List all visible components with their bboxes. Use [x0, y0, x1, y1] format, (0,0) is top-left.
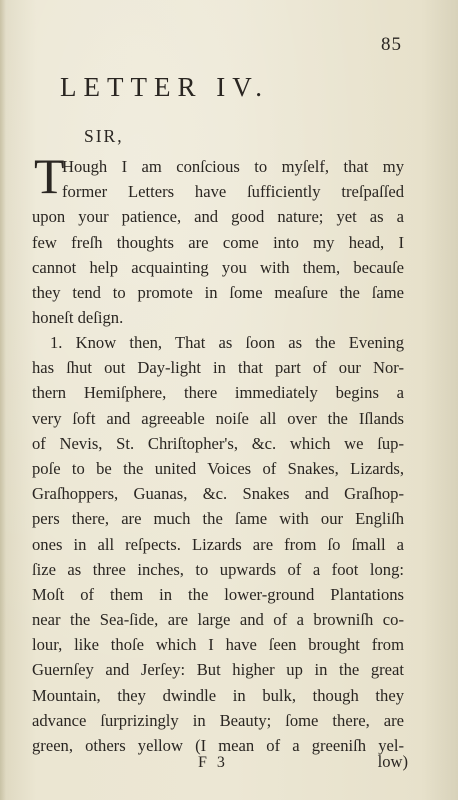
- text-line: poſe to be the united Voices of Snakes, Lizards,: [32, 458, 404, 478]
- text-line: upon your patience, and good nature; yet as a: [32, 207, 404, 227]
- text-line: of Nevis, St. Chriſtopher's, &c. which we ſup-: [32, 433, 404, 453]
- text-line: 1. Know then, That as ſoon as the Evening: [50, 333, 404, 352]
- text-line: green, others yellow (I mean of a greeniſh yel-: [32, 736, 404, 755]
- text-line: they tend to promote in ſome meaſure the ſame: [32, 282, 404, 302]
- page-gutter-shadow: [0, 0, 6, 800]
- salutation: SIR,: [84, 126, 124, 146]
- paragraph-numbered-1: [32, 330, 404, 758]
- text-line: lour, like thoſe which I have ſeen brought from: [32, 635, 404, 655]
- text-line: honeſt deſign.: [32, 308, 124, 328]
- letter-heading: LETTER IV.: [60, 72, 269, 102]
- text-line: ones in all reſpects. Lizards are from ſo ſmall a: [32, 534, 404, 554]
- text-line: ſize as three inches, to upwards of a foot long:: [32, 559, 404, 579]
- text-line: Mountain, they dwindle in bulk, though they: [32, 685, 404, 705]
- drop-cap-initial: T: [34, 148, 65, 204]
- page-number: 85: [381, 34, 402, 55]
- signature-mark: F 3: [198, 754, 228, 771]
- text-line: near the Sea-ſide, are large and of a browniſh co-: [32, 610, 404, 630]
- text-line: few freſh thoughts are come into my head, I: [32, 232, 404, 252]
- text-line: Guernſey and Jerſey: But higher up in the great: [32, 660, 404, 680]
- text-line: Graſhoppers, Guanas, &c. Snakes and Graſhop-: [32, 484, 404, 504]
- text-line: Moſt of them in the lower-ground Plantations: [32, 584, 404, 604]
- text-line: thern Hemiſphere, there immediately begins a: [32, 383, 404, 403]
- text-line: former Letters have ſufficiently treſpaſſed: [62, 182, 404, 202]
- text-line: has ſhut out Day-light in that part of our Nor-: [32, 358, 404, 378]
- text-line: cannot help acquainting you with them, becauſe: [32, 257, 404, 277]
- text-line: pers there, are much the ſame with our Engliſh: [32, 509, 404, 529]
- paragraph-opening: [32, 148, 404, 330]
- catchword: low): [377, 752, 408, 771]
- text-line: very ſoft and agreeable noiſe all over the Iſlands: [32, 408, 404, 428]
- text-line: advance ſurprizingly in Beauty; ſome there, are: [32, 710, 404, 730]
- text-line: Hough I am conſcious to myſelf, that my: [62, 157, 404, 176]
